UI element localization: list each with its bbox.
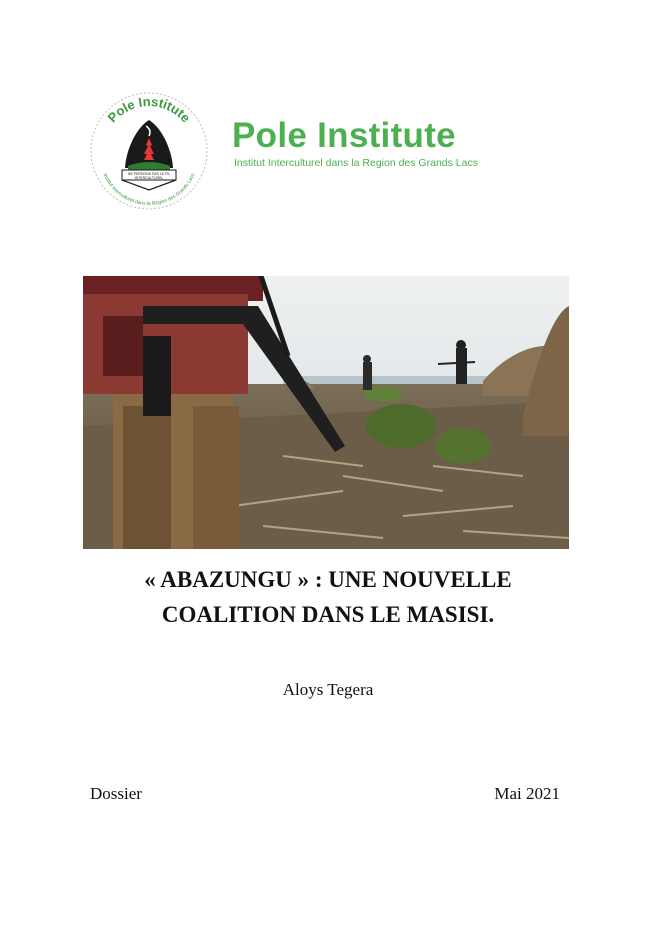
document-title-line-1: « ABAZUNGU » : UNE NOUVELLE	[144, 567, 512, 592]
pole-institute-logo	[88, 90, 210, 212]
logo-arc-bottom-text: Institut Interculturel dans la Région des Grands Lacs	[101, 172, 197, 207]
publication-date: Mai 2021	[494, 784, 560, 803]
logo-arc-top-text: Pole Institute	[104, 93, 194, 126]
logo-badge-line1: NE PERDONS PAS LE FIL	[127, 172, 171, 176]
brand-subtitle: Institut Interculturel dans la Region des Grands Lacs	[234, 157, 478, 169]
cover-photo	[83, 276, 569, 549]
author-name: Aloys Tegera	[282, 680, 374, 699]
logo-badge-line2: INTERCULTUREL	[134, 176, 164, 180]
brand-title: Pole Institute	[232, 116, 456, 155]
document-title-line-2: COALITION DANS LE MASISI.	[161, 602, 495, 627]
document-type: Dossier	[90, 784, 142, 803]
